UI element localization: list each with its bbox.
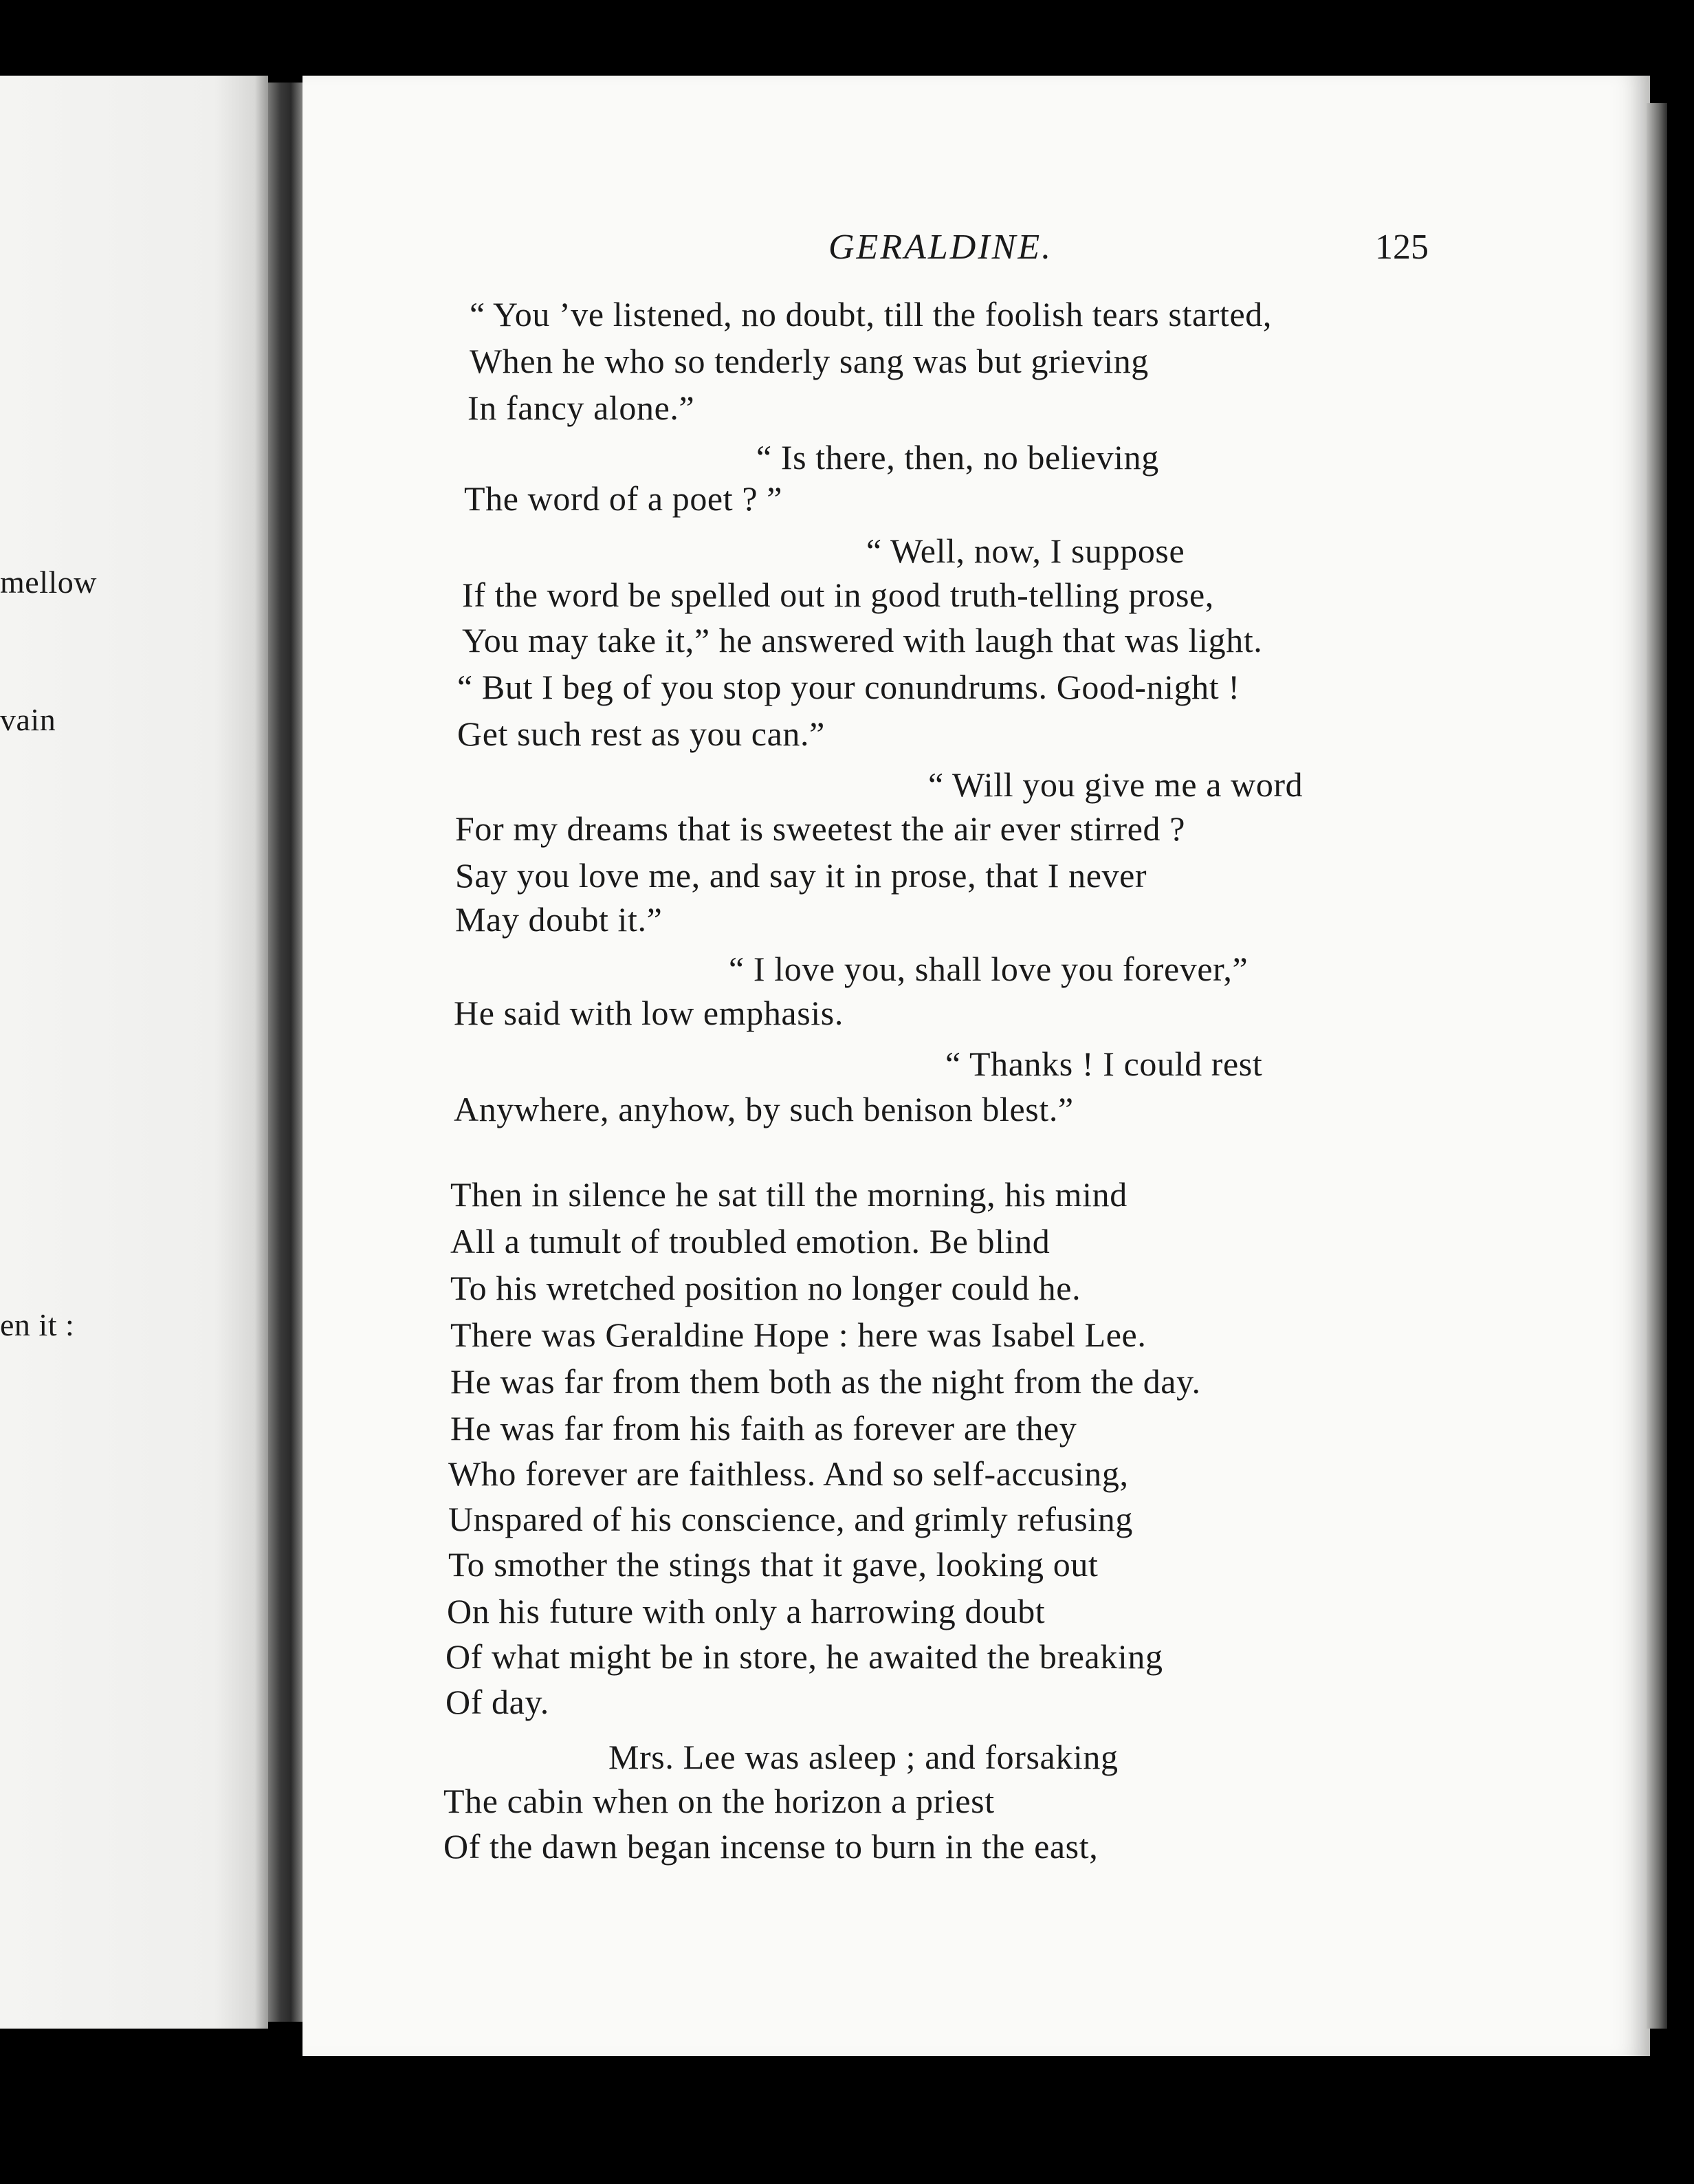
poem-line: To his wretched position no longer could he. — [450, 1269, 1081, 1307]
poem-line: “ I love you, shall love you forever,” — [729, 950, 1248, 988]
poem-line: “ Well, now, I suppose — [866, 532, 1185, 570]
poem-line: Of day. — [446, 1683, 549, 1721]
left-page — [0, 76, 268, 2029]
poem-line: Say you love me, and say it in prose, that I never — [455, 856, 1147, 895]
poem-line: “ Is there, then, no believing — [756, 438, 1159, 477]
page-edge — [1647, 103, 1667, 2029]
left-page-fragment: mellow — [0, 565, 97, 600]
running-head: GERALDINE. — [828, 228, 1053, 267]
poem-line: There was Geraldine Hope : here was Isabel Lee. — [450, 1315, 1147, 1354]
poem-line: Who forever are faithless. And so self-accusing, — [448, 1454, 1129, 1493]
poem-line: To smother the stings that it gave, looking out — [448, 1545, 1099, 1584]
poem-line: He was far from his faith as forever are they — [450, 1409, 1077, 1448]
poem-line: He said with low emphasis. — [454, 994, 844, 1032]
poem-line: “ Thanks ! I could rest — [945, 1045, 1263, 1083]
left-page-fragment: en it : — [0, 1307, 75, 1342]
poem-line: “ Will you give me a word — [928, 765, 1304, 804]
poem-line: The cabin when on the horizon a priest — [443, 1782, 995, 1820]
poem-line: Then in silence he sat till the morning, his mind — [450, 1175, 1128, 1214]
poem-line: “ But I beg of you stop your conundrums. Good-night ! — [457, 668, 1240, 706]
poem-line: On his future with only a harrowing doubt — [447, 1592, 1046, 1630]
poem-line: Mrs. Lee was asleep ; and forsaking — [608, 1738, 1119, 1776]
poem-line: For my dreams that is sweetest the air ever stirred ? — [455, 809, 1186, 848]
poem-line: Anywhere, anyhow, by such benison blest.” — [454, 1090, 1074, 1128]
poem-line: “ You ’ve listened, no doubt, till the foolish tears started, — [470, 295, 1272, 334]
poem-line: He was far from them both as the night from the day. — [450, 1362, 1201, 1401]
poem-line: The word of a poet ? ” — [464, 479, 783, 518]
poem-line: When he who so tenderly sang was but grieving — [470, 342, 1149, 380]
poem-line: Get such rest as you can.” — [457, 714, 825, 753]
poem-line: You may take it,” he answered with laugh that was light. — [462, 621, 1263, 659]
poem-line: In fancy alone.” — [468, 389, 695, 427]
poem-line: Of the dawn began incense to burn in the east, — [443, 1827, 1099, 1866]
poem-line: If the word be spelled out in good truth-telling prose, — [462, 576, 1214, 614]
page-number: 125 — [1375, 228, 1429, 267]
poem-line: Unspared of his conscience, and grimly refusing — [448, 1500, 1133, 1538]
left-page-fragment: vain — [0, 702, 56, 737]
poem-line: May doubt it.” — [455, 900, 663, 939]
poem-line: All a tumult of troubled emotion. Be blind — [450, 1222, 1050, 1260]
poem-line: Of what might be in store, he awaited the breaking — [446, 1637, 1163, 1676]
